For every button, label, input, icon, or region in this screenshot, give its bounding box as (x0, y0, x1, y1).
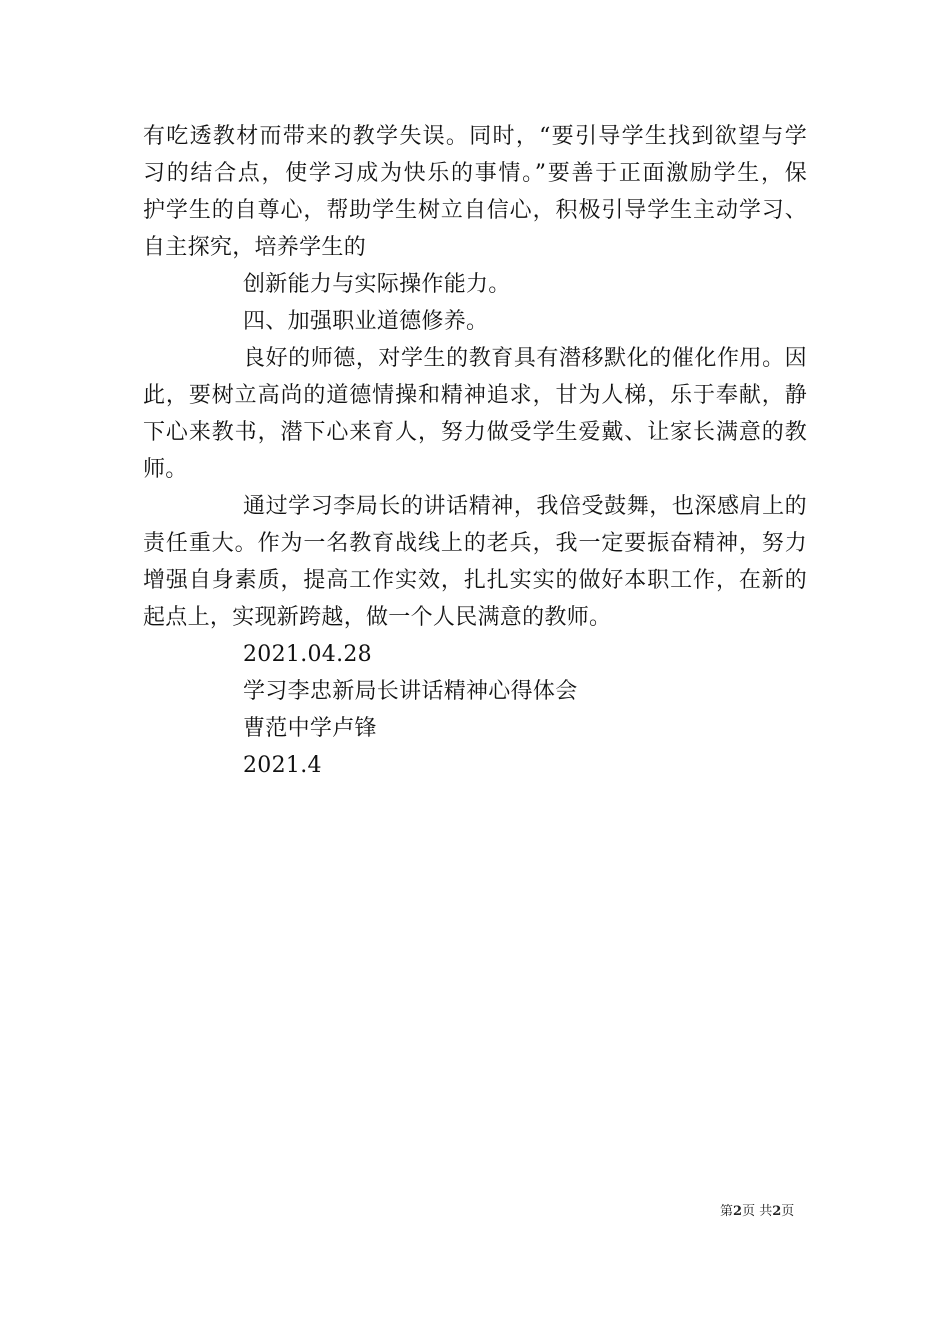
section-heading: 四、加强职业道德修养。 (243, 309, 489, 334)
paragraph-line: 良好的师德，对学生的教育具有潜移默化的催化作用。因 (243, 346, 807, 371)
date-line: 2021.04.28 (243, 642, 372, 667)
total-page-number: 2 (772, 1204, 782, 1219)
paragraph-line: 习的结合点，使学习成为快乐的事情。”要善于正面激励学生，保 (143, 161, 807, 186)
author-line: 曹范中学卢锋 (243, 716, 377, 741)
page-number-footer (720, 1203, 794, 1221)
document-body (143, 118, 813, 784)
paragraph-line: 有吃透教材而带来的教学失误。同时，“要引导学生找到欲望与学 (143, 124, 807, 149)
document-title: 学习李忠新局长讲话精神心得体会 (243, 679, 578, 704)
paragraph-line: 师。 (143, 457, 188, 482)
paragraph-line: 通过学习李局长的讲话精神，我倍受鼓舞，也深感肩上的 (243, 494, 807, 519)
paragraph-line: 责任重大。作为一名教育战线上的老兵，我一定要振奋精神，努力 (143, 531, 807, 556)
footer-middle: 页 共 (742, 1204, 773, 1219)
paragraph-line: 增强自身素质，提高工作实效，扎扎实实的做好本职工作，在新的 (143, 568, 807, 593)
paragraph-line: 起点上，实现新跨越，做一个人民满意的教师。 (143, 605, 612, 630)
footer-suffix: 页 (781, 1204, 795, 1219)
current-page-number: 2 (733, 1204, 743, 1219)
paragraph-line: 创新能力与实际操作能力。 (243, 272, 511, 297)
date-line: 2021.4 (243, 753, 322, 778)
footer-prefix: 第 (720, 1204, 734, 1219)
paragraph-line: 自主探究，培养学生的 (143, 235, 367, 260)
paragraph-line: 下心来教书，潜下心来育人，努力做受学生爱戴、让家长满意的教 (143, 420, 807, 445)
paragraph-line: 此，要树立高尚的道德情操和精神追求，甘为人梯，乐于奉献，静 (143, 383, 807, 408)
paragraph-line: 护学生的自尊心，帮助学生树立自信心，积极引导学生主动学习、 (143, 198, 807, 223)
